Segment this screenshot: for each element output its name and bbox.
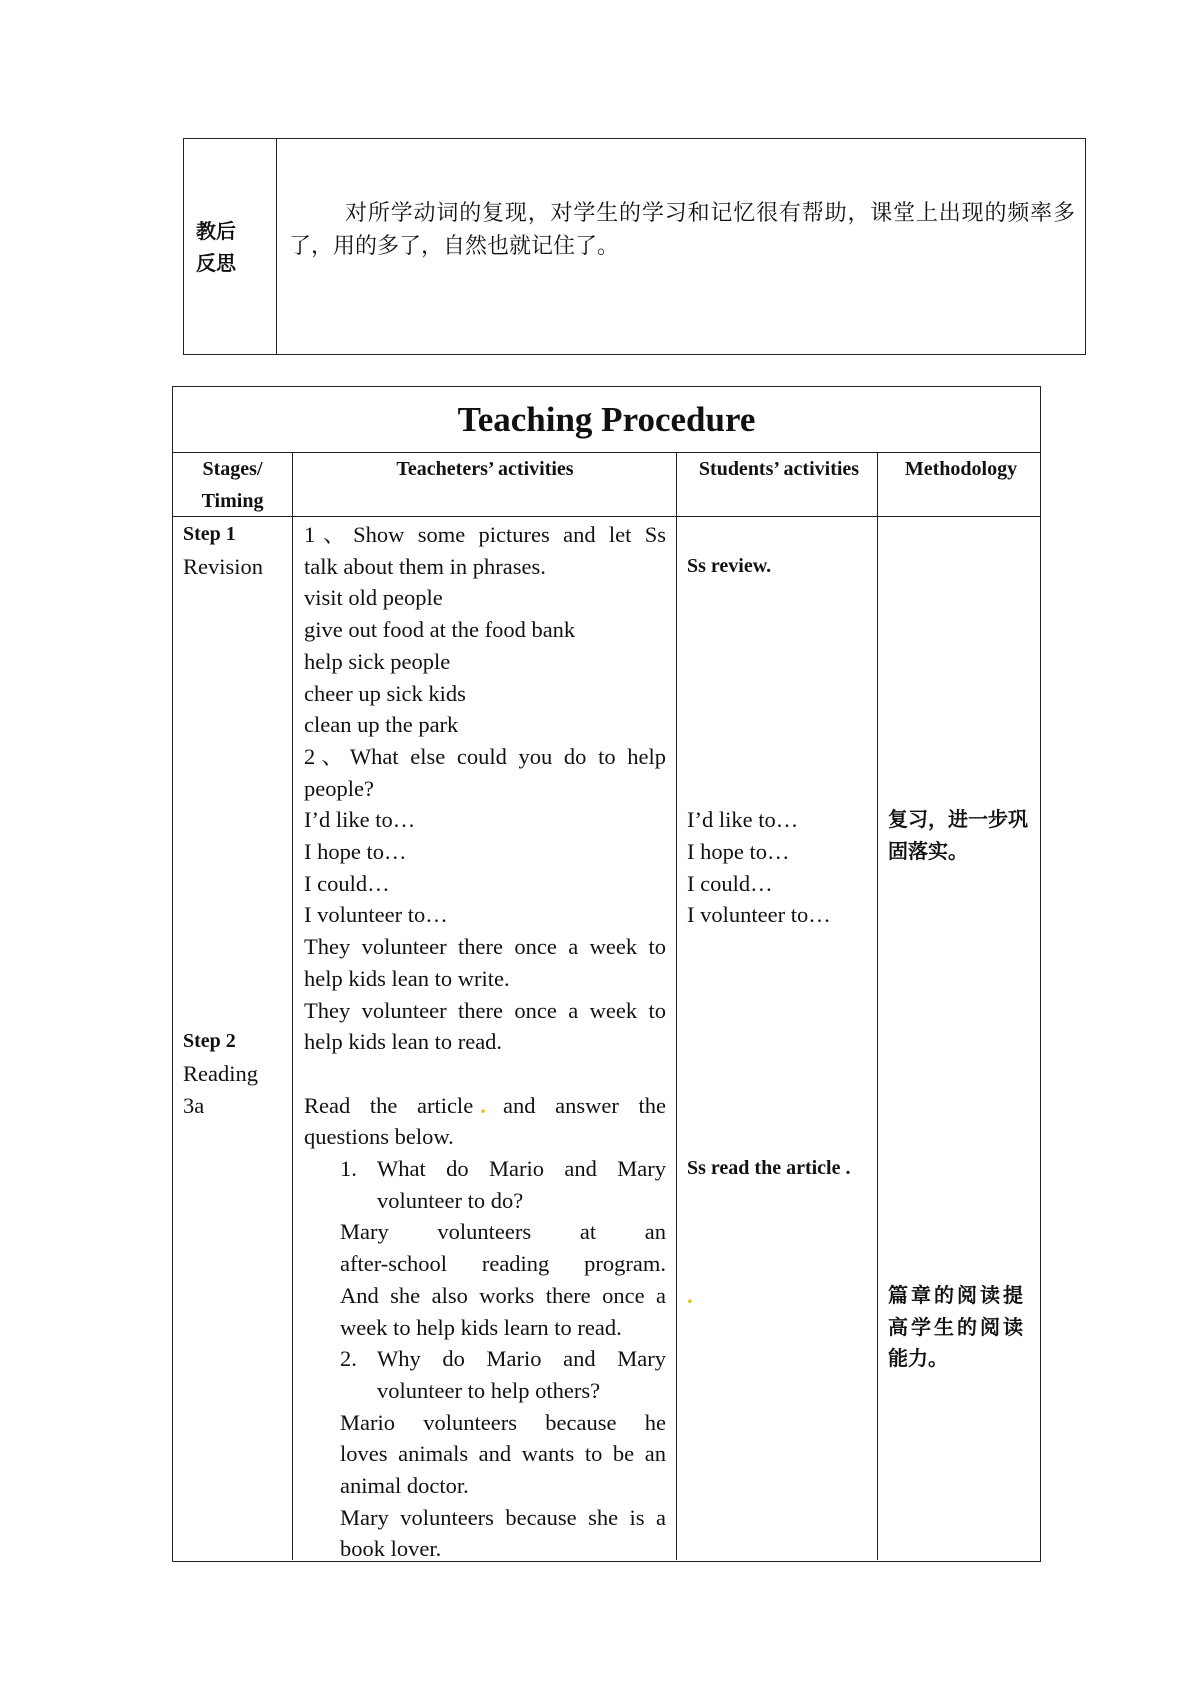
answer-2-line: book lover. bbox=[340, 1536, 442, 1562]
reflection-text: 对所学动词的复现，对学生的学习和记忆很有帮助，课堂上出现的频率多了，用的多了，自然也就记住了。 bbox=[289, 201, 1075, 259]
step2-intro-line1 bbox=[304, 1090, 666, 1122]
header-teachers: Teacheters’ activities bbox=[293, 453, 677, 516]
answer-2-line: Mario volunteers because he bbox=[340, 1409, 666, 1435]
teacher-line: I volunteer to… bbox=[304, 902, 448, 928]
answer-1-line: Mary volunteers at an bbox=[340, 1219, 666, 1245]
step2-intro-tail: and answer the bbox=[503, 1092, 666, 1118]
methodology-step2-line2: 高学生的阅读 bbox=[888, 1314, 1026, 1339]
methodology-step2-line1: 篇章的阅读提 bbox=[888, 1282, 1026, 1307]
teacher-line: talk about them in phrases. bbox=[304, 553, 546, 579]
header-stages-line2: Timing bbox=[201, 490, 264, 512]
question-2 bbox=[304, 1343, 666, 1375]
step2-intro-head: Read the article bbox=[304, 1092, 474, 1118]
teacher-line: clean up the park bbox=[304, 712, 459, 738]
reflection-label: 教后反思 bbox=[184, 139, 277, 354]
student-activities-column bbox=[677, 517, 878, 1560]
teacher-line: visit old people bbox=[304, 585, 443, 611]
step2-intro-line2: questions below. bbox=[304, 1124, 454, 1150]
answer-2-line: loves animals and wants to be an bbox=[340, 1441, 666, 1467]
stages-column bbox=[173, 517, 293, 1560]
header-stages bbox=[173, 453, 293, 516]
methodology-step1-line1: 复习，进一步巩 bbox=[888, 807, 1028, 832]
table-body-row bbox=[173, 517, 1040, 1560]
teacher-line: 1、Show some pictures and let Ss bbox=[304, 522, 666, 547]
answer-1-line: And she also works there once a bbox=[340, 1282, 666, 1308]
q1-text-line1: What do Mario and Mary bbox=[377, 1156, 666, 1182]
teacher-line: I’d like to… bbox=[304, 807, 416, 833]
answer-1-line: week to help kids learn to read. bbox=[340, 1314, 622, 1340]
methodology-step2-line3: 能力。 bbox=[888, 1346, 948, 1371]
step2-name: Reading bbox=[183, 1060, 258, 1086]
teacher-line: help kids lean to write. bbox=[304, 965, 510, 991]
header-stages-line1: Stages/ bbox=[202, 458, 263, 480]
student-line: I’d like to… bbox=[687, 807, 799, 833]
header-students: Students’ activities bbox=[677, 453, 878, 516]
teaching-procedure-table bbox=[172, 386, 1041, 1562]
teacher-line: people? bbox=[304, 775, 374, 801]
step2-sub: 3a bbox=[183, 1092, 205, 1118]
student-line: I volunteer to… bbox=[687, 902, 831, 928]
student-line: I could… bbox=[687, 870, 773, 896]
teacher-line: give out food at the food bank bbox=[304, 617, 576, 643]
teacher-line: They volunteer there once a week to bbox=[304, 934, 666, 960]
step1-name: Revision bbox=[183, 553, 264, 579]
methodology-column bbox=[878, 517, 1040, 1560]
reflection-table bbox=[183, 138, 1086, 355]
step2-label: Step 2 bbox=[183, 1030, 236, 1053]
student-review: Ss review. bbox=[687, 554, 772, 577]
table-title: Teaching Procedure bbox=[173, 387, 1040, 453]
stray-dot: . bbox=[480, 1092, 486, 1118]
header-methodology: Methodology bbox=[904, 458, 1018, 480]
table-header-row bbox=[173, 453, 1040, 517]
q2-number: 2. bbox=[340, 1346, 357, 1372]
teacher-activities-column bbox=[293, 517, 677, 1560]
answer-2-line: Mary volunteers because she is a bbox=[340, 1504, 666, 1530]
student-line: I hope to… bbox=[687, 838, 790, 864]
teacher-line: help sick people bbox=[304, 648, 451, 674]
teacher-line: help kids lean to read. bbox=[304, 1029, 503, 1055]
q2-text-line1: Why do Mario and Mary bbox=[377, 1346, 666, 1372]
stray-dot: . bbox=[687, 1282, 693, 1308]
teacher-line: cheer up sick kids bbox=[304, 680, 466, 706]
teacher-line: I hope to… bbox=[304, 839, 407, 865]
teacher-line: 2、What else could you do to help bbox=[304, 743, 666, 769]
q1-number: 1. bbox=[340, 1156, 357, 1182]
answer-1-line: after-school reading program. bbox=[340, 1251, 666, 1277]
step1-label: Step 1 bbox=[183, 523, 236, 545]
question-1 bbox=[304, 1153, 666, 1185]
methodology-step1-line2: 固落实。 bbox=[888, 839, 968, 863]
student-read: Ss read the article . bbox=[687, 1156, 851, 1179]
q1-text-line2: volunteer to do? bbox=[377, 1187, 524, 1213]
teacher-line: They volunteer there once a week to bbox=[304, 997, 666, 1023]
answer-2-line: animal doctor. bbox=[340, 1473, 469, 1499]
q2-text-line2: volunteer to help others? bbox=[377, 1377, 601, 1403]
teacher-line: I could… bbox=[304, 870, 390, 896]
